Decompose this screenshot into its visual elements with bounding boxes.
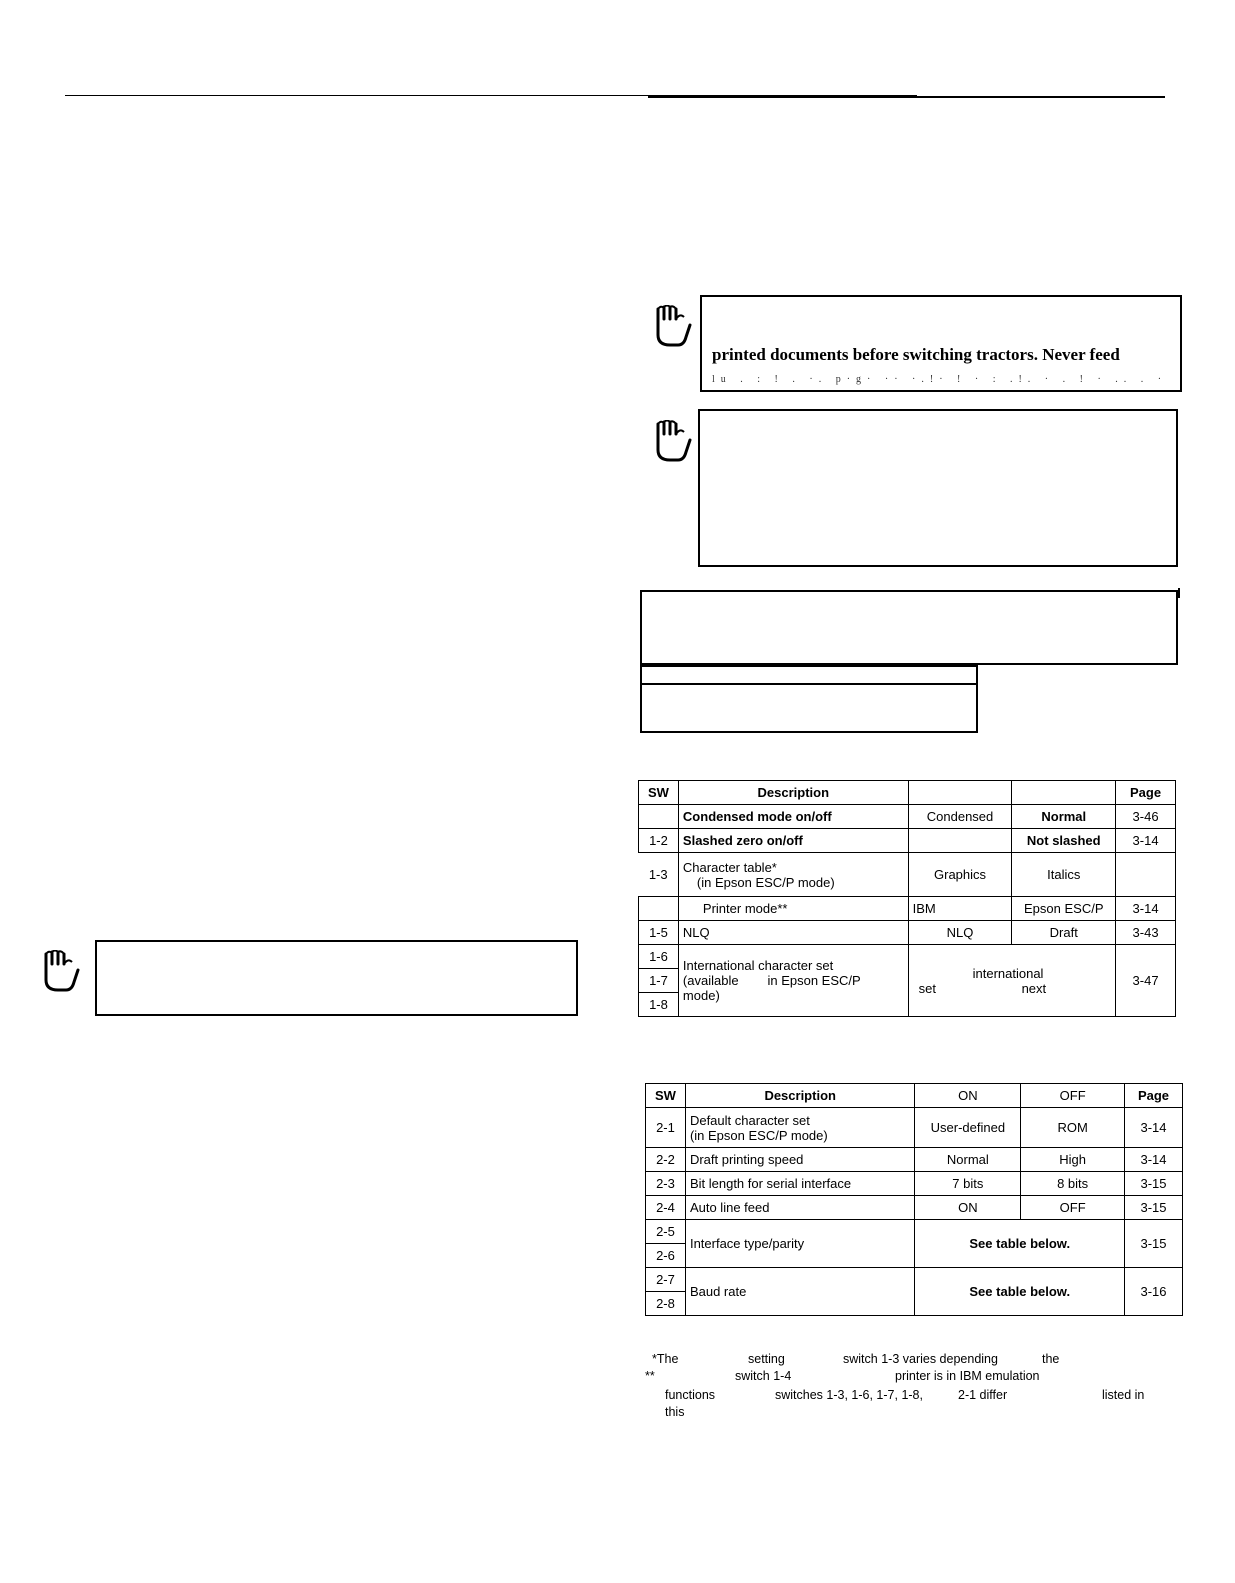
table-row: 1-3 Character table* (in Epson ESC/P mode) Graphics Italics: [639, 853, 1176, 897]
header-sw: SW: [646, 1084, 686, 1108]
dip-switch-1-table: [638, 780, 1176, 1017]
header-description: Description: [685, 1084, 914, 1108]
small-box: [640, 665, 978, 733]
note-box: [640, 590, 1178, 665]
header-description: Description: [678, 781, 908, 805]
caution-box-left: [95, 940, 578, 1016]
caution-1-line-2: lu . : ! . ·. p·g· ·· ·.!· ! · : .!. · . ! · .. . ·: [712, 374, 1168, 385]
caution-1-line-1: printed documents before switching tractors. Never feed: [712, 345, 1120, 364]
caution-hand-icon: [40, 950, 80, 994]
footnote-3-a: functions: [665, 1388, 716, 1402]
table-row: 2-1 Default character set (in Epson ESC/P mode) User-defined ROM 3-14: [646, 1108, 1183, 1148]
table-row: 1-7: [639, 969, 1176, 993]
table-row: Printer mode** IBM Epson ESC/P 3-14: [639, 897, 1176, 921]
header-off: OFF: [1021, 1084, 1125, 1108]
table-row: 2-7 Baud rate See table below. 3-16: [646, 1268, 1183, 1292]
note-box-tick: [1178, 588, 1180, 598]
footnote-2-a: **: [645, 1369, 655, 1383]
footnote-2-b: switch 1-4: [735, 1369, 792, 1383]
footnote-1-d: the: [1042, 1352, 1060, 1366]
footnote-3-c: 2-1 differ: [958, 1388, 1008, 1402]
table-row: 2-4 Auto line feed ON OFF 3-15: [646, 1196, 1183, 1220]
table-row: 1-8: [639, 993, 1176, 1017]
table-row: 2-5 Interface type/parity See table below. 3-15: [646, 1220, 1183, 1244]
table-row: 2-3 Bit length for serial interface 7 bits 8 bits 3-15: [646, 1172, 1183, 1196]
table-row: 2-2 Draft printing speed Normal High 3-14: [646, 1148, 1183, 1172]
table-row: 1-5 NLQ NLQ Draft 3-43: [639, 921, 1176, 945]
table-row: 1-6 International character set (available in Epson ESC/P mode) international set next 3-47: [639, 945, 1176, 969]
footnote-1-b: setting: [748, 1352, 785, 1366]
header-page: Page: [1116, 781, 1176, 805]
header-on: ON: [915, 1084, 1021, 1108]
caution-box-2: [698, 409, 1178, 567]
small-box-divider: [640, 683, 978, 685]
table-row: 2-8: [646, 1292, 1183, 1316]
footnote-4-a: this: [665, 1405, 685, 1419]
footnote-1-a: *The: [652, 1352, 679, 1366]
caution-hand-icon: [652, 420, 692, 464]
table-row: Condensed mode on/off Condensed Normal 3-46: [639, 805, 1176, 829]
header-sw: SW: [639, 781, 679, 805]
footnote-3-b: switches 1-3, 1-6, 1-7, 1-8,: [775, 1388, 923, 1402]
footnote-3-d: listed in: [1102, 1388, 1145, 1402]
footnote-2-c: printer is in IBM emulation: [895, 1369, 1040, 1383]
dip-switch-2-table: [645, 1083, 1183, 1316]
table-row: 1-2 Slashed zero on/off Not slashed 3-14: [639, 829, 1176, 853]
header-page: Page: [1125, 1084, 1183, 1108]
header-rule-right: [648, 96, 1165, 98]
header-on: [908, 781, 1012, 805]
table-row: 2-6: [646, 1244, 1183, 1268]
header-off: [1012, 781, 1116, 805]
caution-hand-icon: [652, 305, 692, 349]
footnote-1-c: switch 1-3 varies depending: [843, 1352, 998, 1366]
